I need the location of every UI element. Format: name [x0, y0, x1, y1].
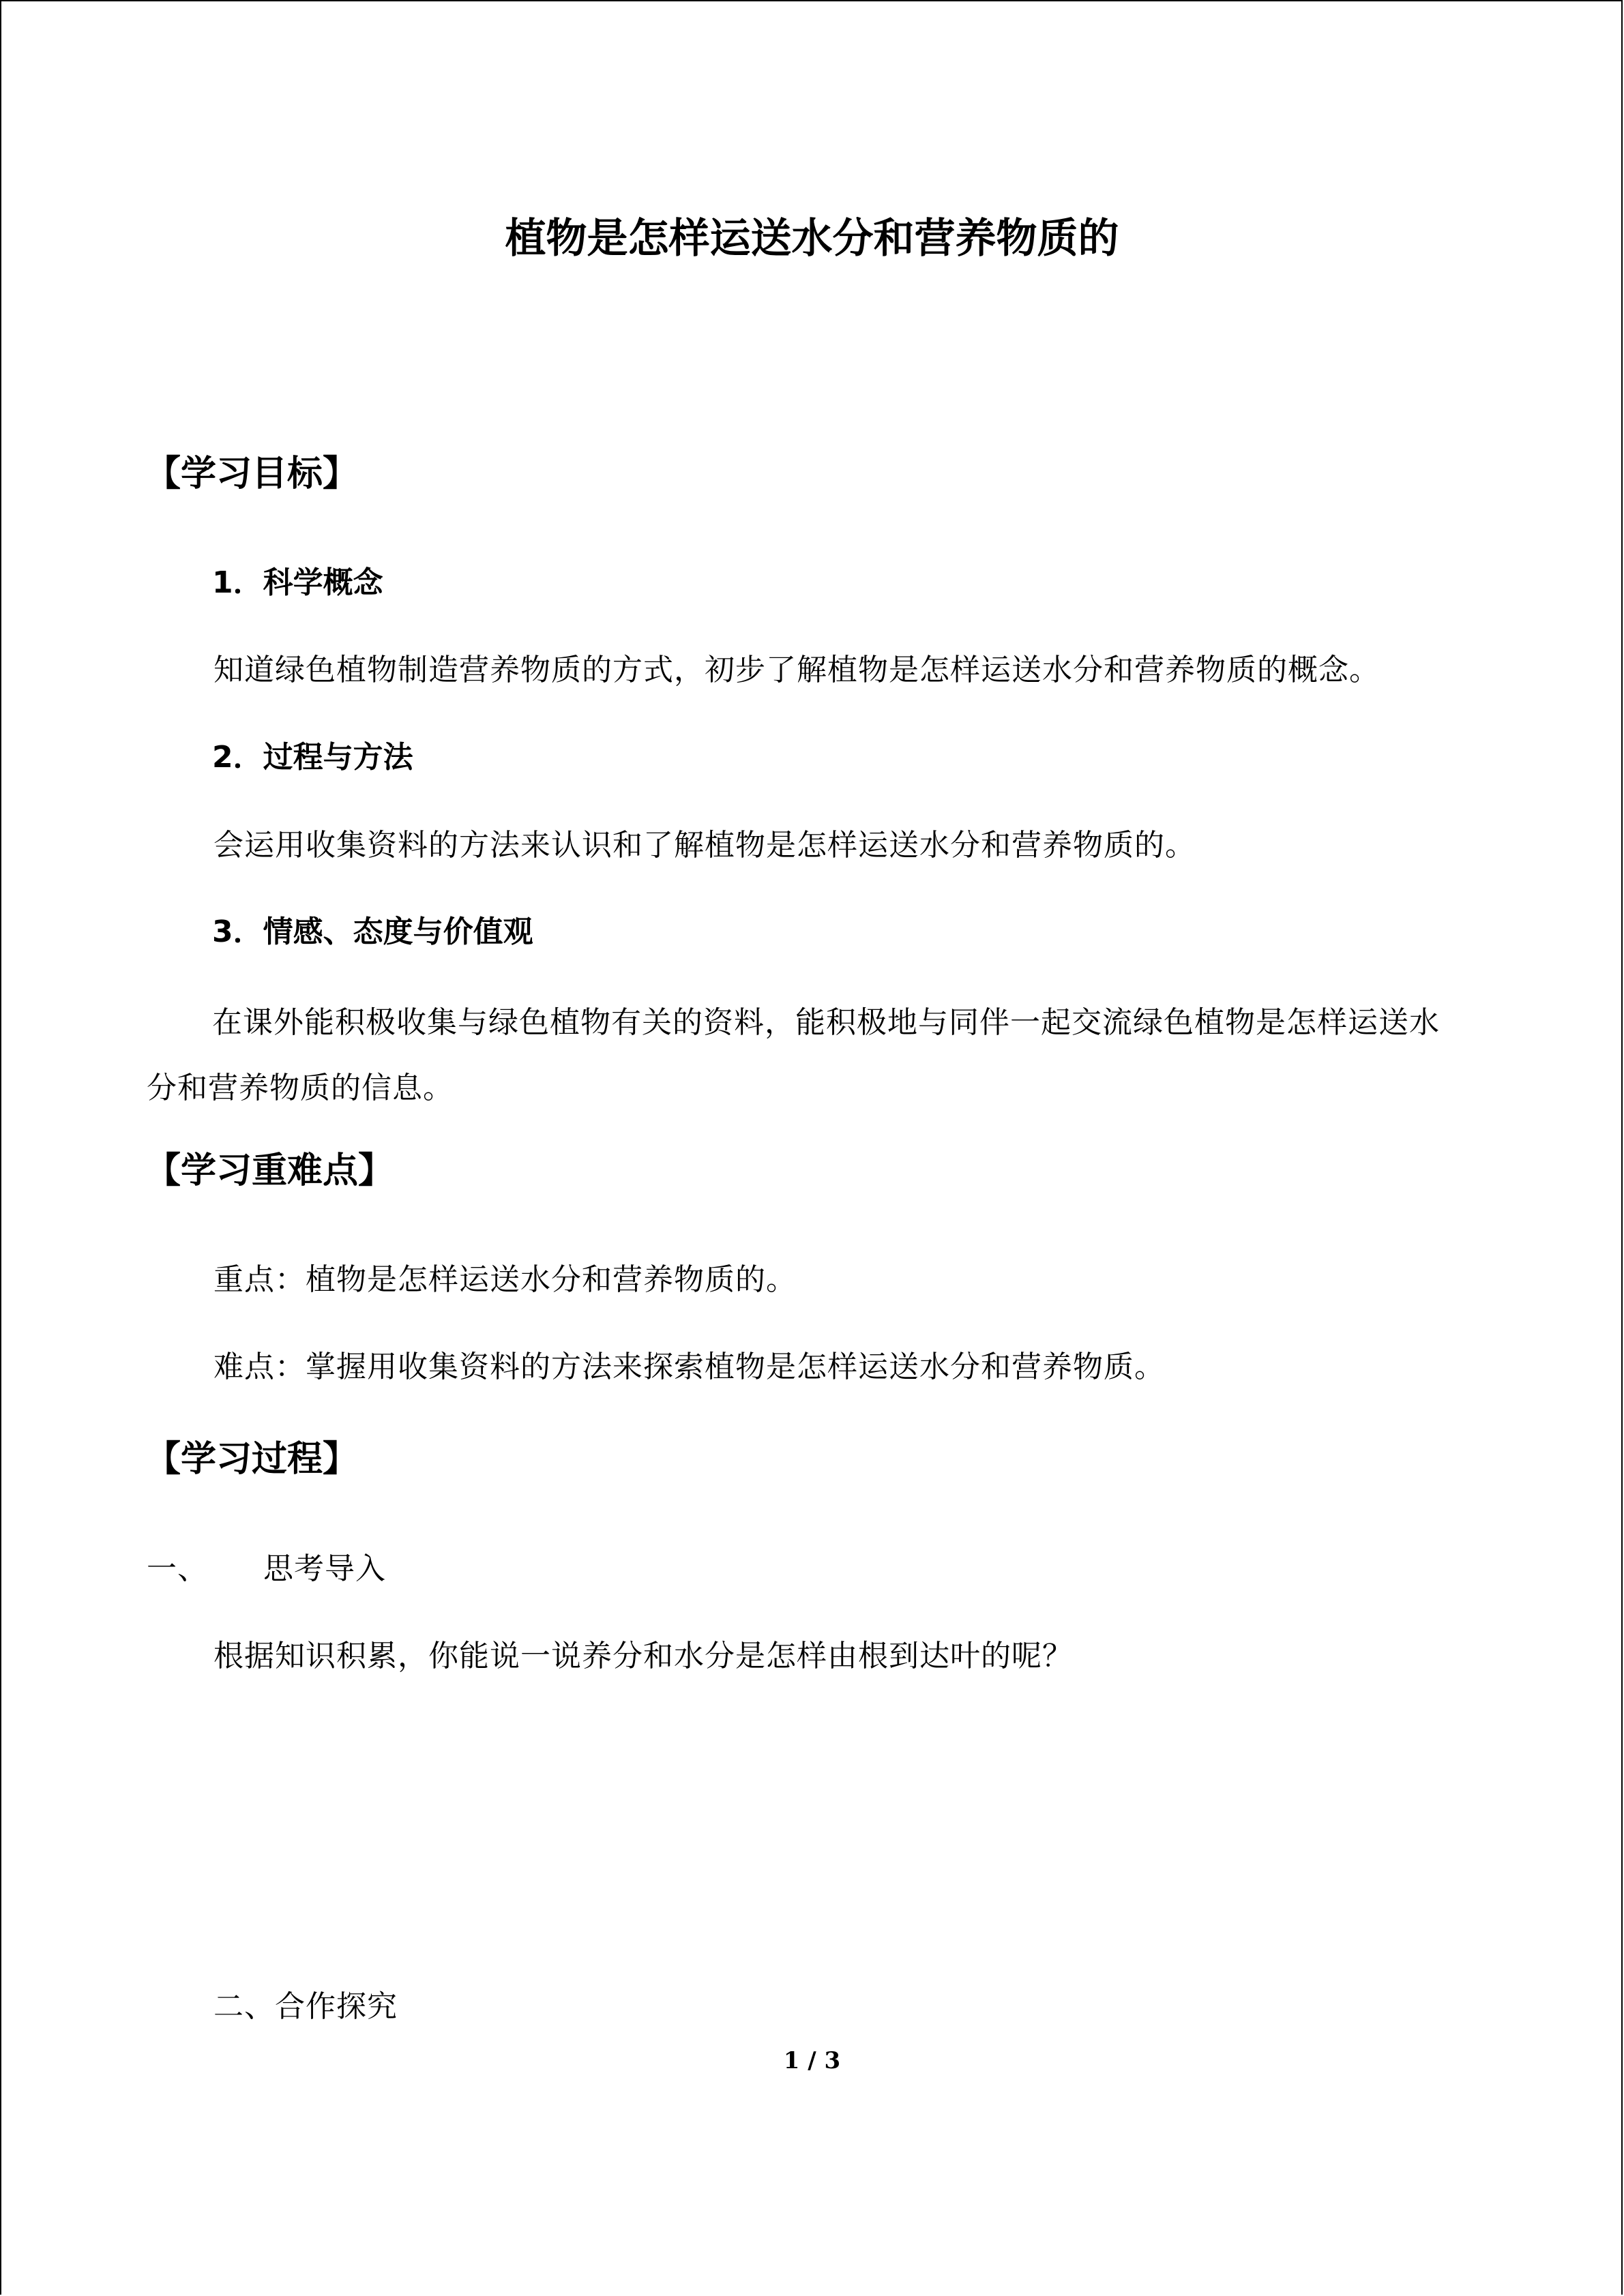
objective-3-heading: 3．情感、态度与价值观: [212, 914, 533, 949]
section-heading-key-points: 【学习重难点】: [145, 1150, 394, 1191]
step-2-label: 二、合作探究: [213, 1989, 398, 2024]
step-1-label: 思考导入: [263, 1551, 386, 1586]
objective-1-heading: 1．科学概念: [212, 565, 383, 600]
objective-2-heading: 2．过程与方法: [212, 740, 413, 775]
objective-1-text: 知道绿色植物制造营养物质的方式，初步了解植物是怎样运送水分和营养物质的概念。: [213, 653, 1380, 687]
section-heading-objectives: 【学习目标】: [145, 453, 359, 494]
difficult-point-text: 难点：掌握用收集资料的方法来探索植物是怎样运送水分和营养物质。: [213, 1350, 1165, 1384]
page-number: 1 / 3: [783, 2047, 841, 2074]
step-1-question: 根据知识积累，你能说一说养分和水分是怎样由根到达叶的呢？: [213, 1639, 1073, 1673]
objective-2-text: 会运用收集资料的方法来认识和了解植物是怎样运送水分和营养物质的。: [213, 828, 1196, 863]
step-1-number: 一、: [147, 1551, 208, 1586]
objective-3-text: 在课外能积极收集与绿色植物有关的资料，能积极地与同伴一起交流绿色植物是怎样运送水分和营养物质的信息。: [147, 1005, 1440, 1105]
document-title: 植物是怎样运送水分和营养物质的: [505, 215, 1119, 263]
section-heading-process: 【学习过程】: [145, 1439, 359, 1480]
key-point-text: 重点：植物是怎样运送水分和营养物质的。: [213, 1262, 797, 1297]
